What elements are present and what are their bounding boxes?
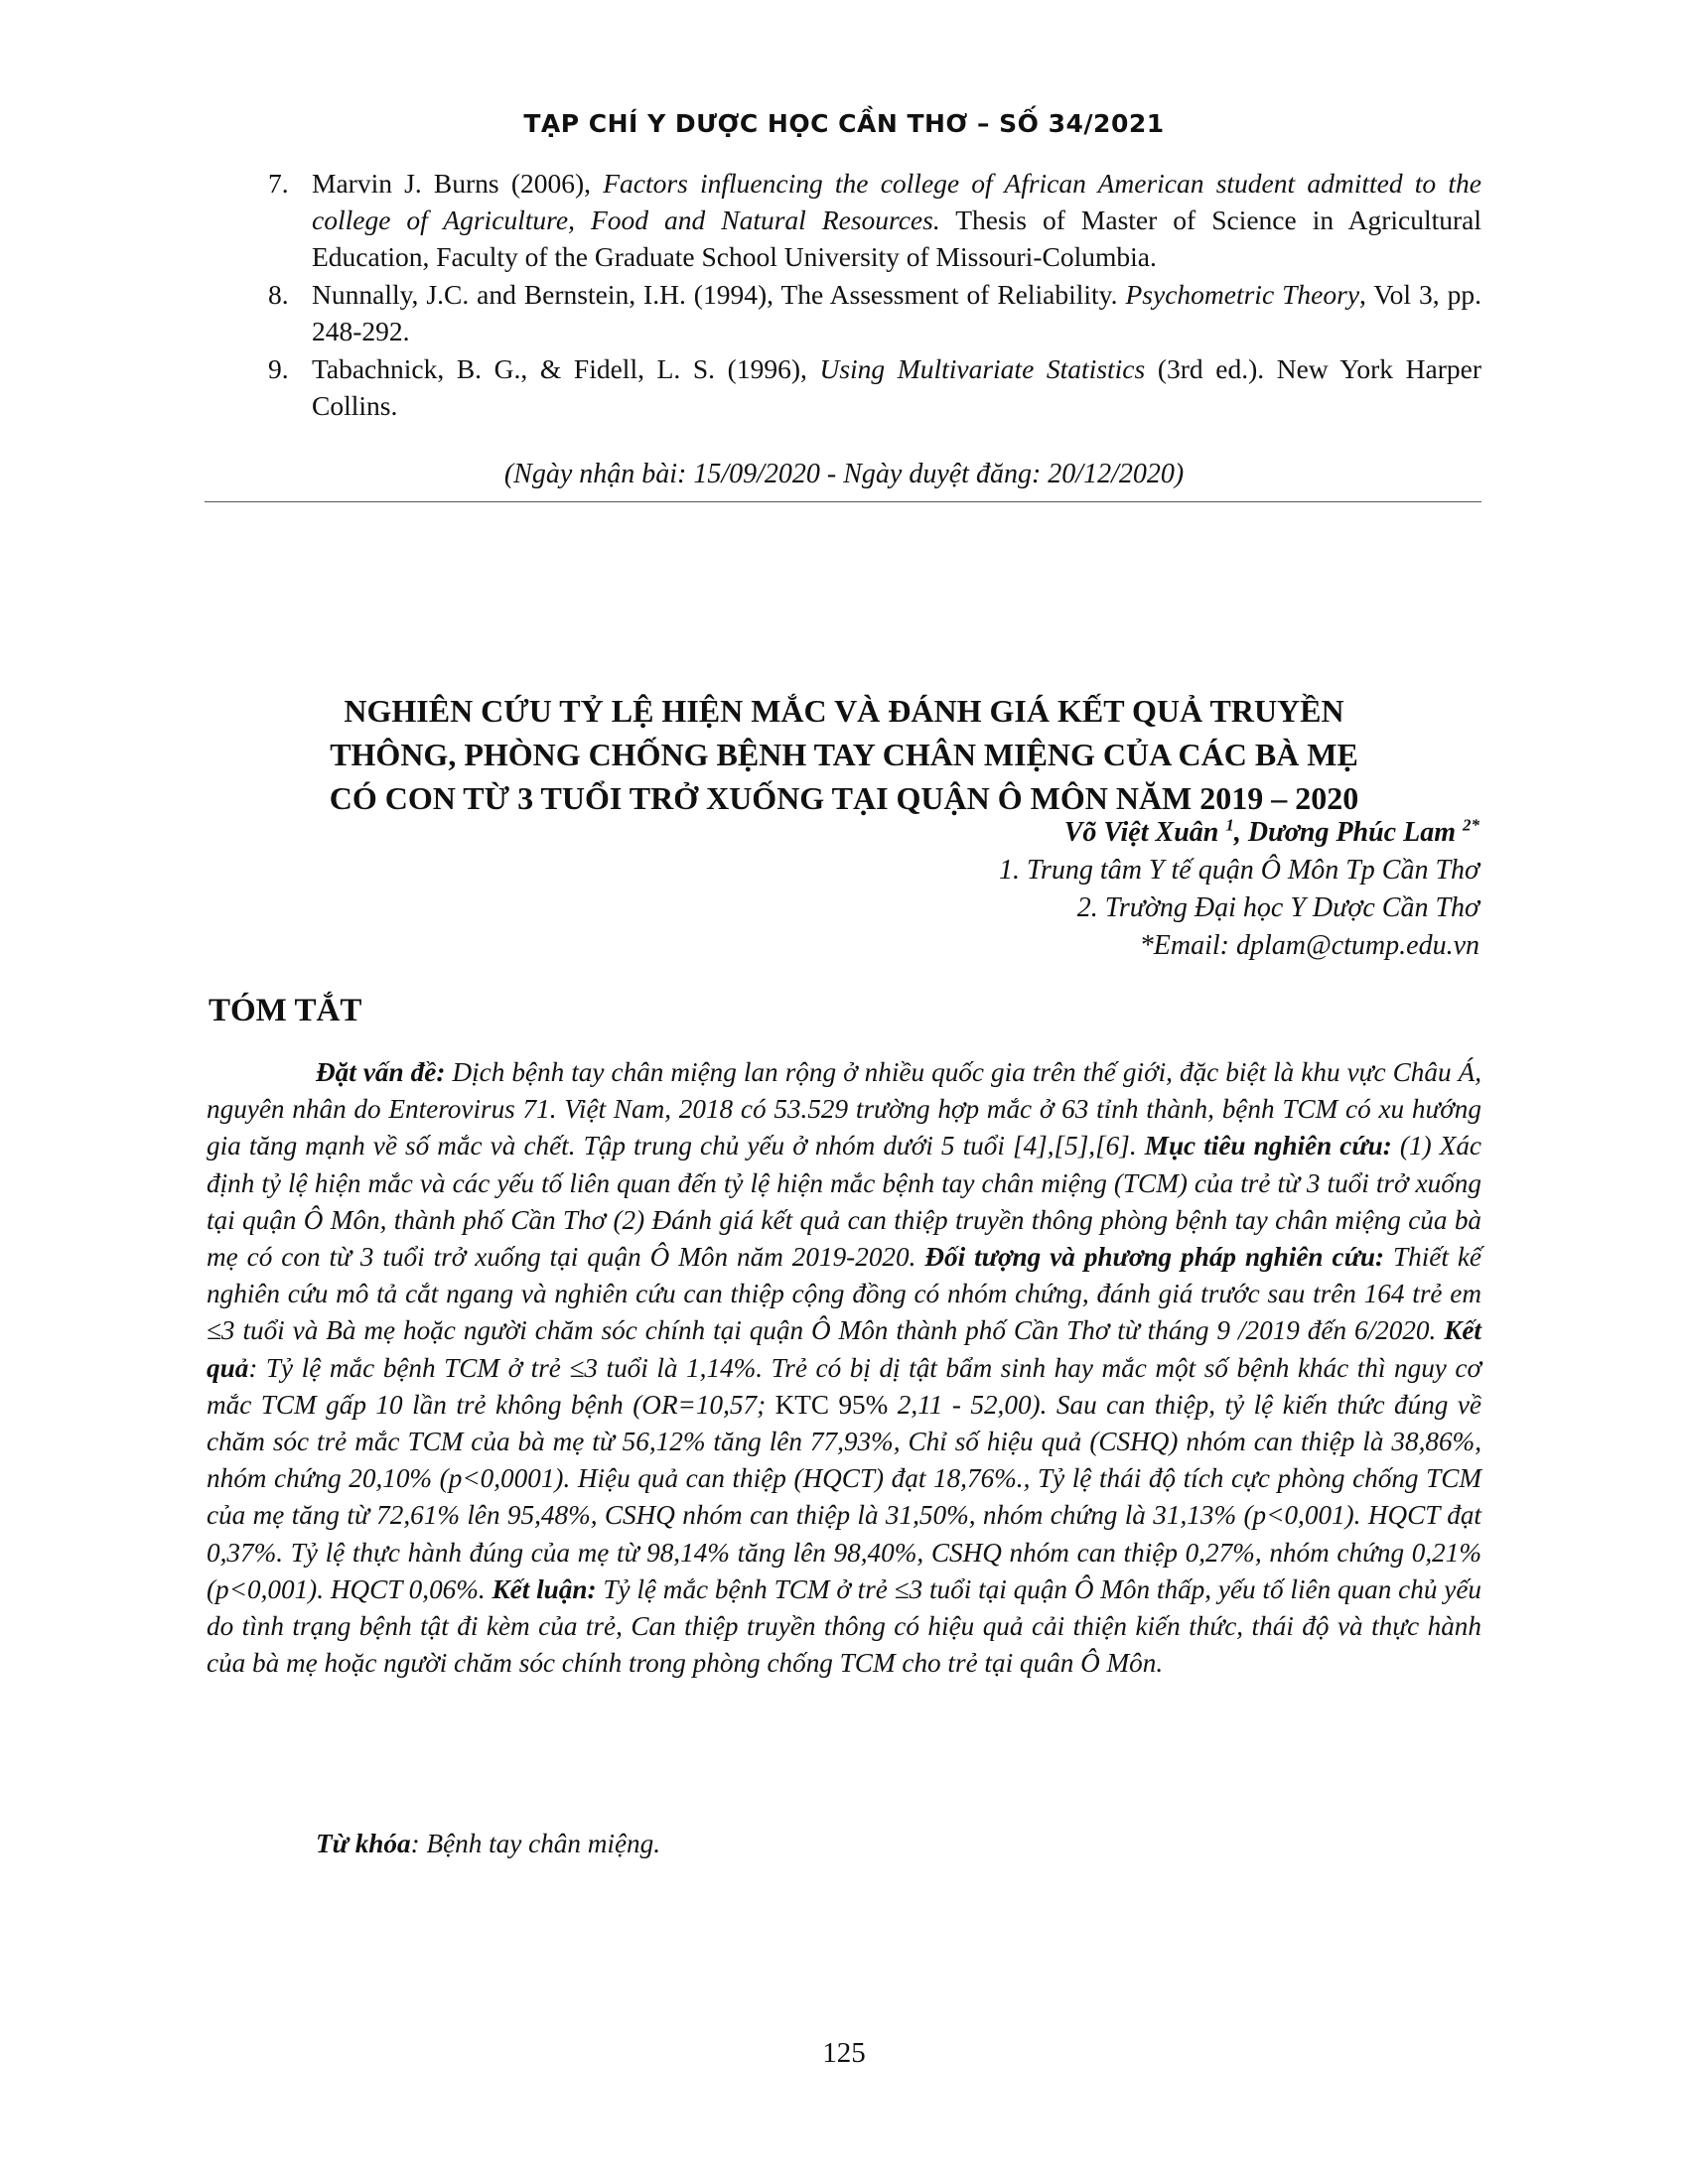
title-line: NGHIÊN CỨU TỶ LỆ HIỆN MẮC VÀ ĐÁNH GIÁ KẾT QUẢ TRUYỀN bbox=[344, 693, 1344, 729]
abstract-label-background: Đặt vấn đề: bbox=[316, 1057, 446, 1087]
affiliation: 1. Trung tâm Y tế quận Ô Môn Tp Cần Thơ bbox=[998, 855, 1479, 886]
reference-author: Nunnally, J.C. and Bernstein, I.H. (1994), The Assessment of Reliability. bbox=[312, 279, 1126, 310]
abstract-paragraph bbox=[207, 1054, 1481, 1682]
affiliation: 2. Trường Đại học Y Dược Cần Thơ bbox=[1076, 892, 1479, 923]
abstract-text: Tỷ lệ mắc bệnh TCM ở trẻ ≤3 tuổi tại quận Ô Môn thấp, yếu tố liên quan chủ yếu do tình trạng bệnh tật đi kèm của trẻ, Can thiệp truyền thông có hiệu quả cải thiện kiến thức, thái độ và thực hành của bà mẹ hoặc người chăm sóc chính trong phòng chống TCM cho trẻ tại quân Ô Môn. bbox=[207, 1573, 1481, 1679]
abstract-body bbox=[207, 1054, 1481, 1682]
reference-title: Using Multivariate Statistics bbox=[819, 353, 1146, 384]
reference-title: Psychometric Theory bbox=[1125, 279, 1360, 310]
reference-details: , Vol 3, pp. 248-292. bbox=[312, 279, 1482, 346]
abstract-text: Dịch bệnh tay chân miệng lan rộng ở nhiều quốc gia trên thế giới, đặc biệt là khu vực Châu Á, nguyên nhân do Enterovirus 71. Việt Nam, 2018 có 53.529 trường hợp mắc ở 63 tỉnh thành, bệnh TCM có xu hướng gia tăng mạnh về số mắc và chết. Tập trung chủ yếu ở nhóm dưới 5 tuổi [4],[5],[6]. bbox=[207, 1057, 1482, 1161]
author-name: Võ Việt Xuân bbox=[1063, 817, 1226, 848]
title-line: CÓ CON TỪ 3 TUỔI TRỞ XUỐNG TẠI QUẬN Ô MÔN NĂM 2019 – 2020 bbox=[329, 780, 1359, 816]
abstract-text: (1) Xác định tỷ lệ hiện mắc và các yếu tố liên quan đến tỷ lệ hiện mắc bệnh tay chân miệng (TCM) của trẻ từ 3 tuổi trở xuống tại quận Ô Môn, thành phố Cần Thơ (2) Đánh giá kết quả can thiệp truyền thông phòng bệnh tay chân miệng của bà mẹ có con từ 3 tuổi trở xuống tại quận Ô Môn năm 2019-2020. bbox=[207, 1131, 1481, 1273]
references-list bbox=[268, 165, 1481, 425]
received-dates: (Ngày nhận bài: 15/09/2020 - Ngày duyệt đăng: 20/12/2020) bbox=[503, 459, 1185, 489]
section-divider bbox=[205, 501, 1481, 502]
reference-item bbox=[268, 276, 1481, 349]
abstract-heading: TÓM TẮT bbox=[209, 993, 362, 1028]
page-number: 125 bbox=[822, 2037, 866, 2069]
abstract-text: 2,11 - 52,00). Sau can thiệp, tỷ lệ kiến thức đúng về chăm sóc trẻ mắc TCM của bà mẹ từ 56,12% tăng lên 77,93%, Chỉ số hiệu quả (CSHQ) nhóm can thiệp là 38,86%, nhóm chứng 20,10% (p<0,0001). Hiệu quả can thiệp (HQCT) đạt 18,76%., Tỷ lệ thái độ tích cực phòng chống TCM của mẹ tăng từ 72,61% lên 95,48%, CSHQ nhóm can thiệp là 31,50%, nhóm chứng là 31,13% (p<0,001). HQCT đạt 0,37%. Tỷ lệ thực hành đúng của mẹ từ 98,14% tăng lên 98,40%, CSHQ nhóm can thiệp 0,27%, nhóm chứng 0,21% (p<0,001). HQCT 0,06%. bbox=[207, 1389, 1482, 1604]
reference-author: Tabachnick, B. G., & Fidell, L. S. (1996), bbox=[312, 353, 820, 384]
author-email: *Email: dplam@ctump.edu.vn bbox=[1139, 930, 1479, 961]
keywords-text: : Bệnh tay chân miệng. bbox=[410, 1829, 661, 1858]
abstract-label-conclusion: Kết luận: bbox=[492, 1573, 597, 1604]
reference-number: 8. bbox=[268, 279, 289, 310]
abstract-text: : Tỷ lệ mắc bệnh TCM ở trẻ ≤3 tuổi là 1,14%. Trẻ có bị dị tật bẩm sinh hay mắc một số bệnh khác thì nguy cơ mắc TCM gấp 10 lần trẻ không bệnh (OR=10,57; bbox=[207, 1352, 1481, 1420]
reference-details: Thesis of Master of Science in Agricultural Education, Faculty of the Graduate School University of Missouri-Columbia. bbox=[312, 205, 1481, 272]
author-affiliation-mark: 2* bbox=[1463, 815, 1479, 835]
abstract-label-results: Kết quả bbox=[207, 1315, 1481, 1383]
author-separator: , bbox=[1233, 817, 1248, 848]
abstract-text-upright: KTC 95% bbox=[774, 1389, 889, 1420]
keywords-label: Từ khóa bbox=[316, 1829, 411, 1858]
reference-number: 7. bbox=[268, 168, 289, 199]
reference-item bbox=[268, 165, 1481, 275]
reference-number: 9. bbox=[268, 353, 289, 384]
author-affiliation-mark: 1 bbox=[1225, 815, 1234, 835]
reference-author: Marvin J. Burns (2006), bbox=[312, 168, 604, 199]
title-line: THÔNG, PHÒNG CHỐNG BỆNH TAY CHÂN MIỆNG CỦA CÁC BÀ MẸ bbox=[330, 737, 1358, 772]
reference-details: (3rd ed.). New York Harper Collins. bbox=[312, 353, 1482, 421]
author-block bbox=[999, 814, 1479, 965]
article-title bbox=[218, 689, 1470, 820]
keywords bbox=[316, 1829, 660, 1859]
journal-header: TẠP CHÍ Y DƯỢC HỌC CẦN THƠ – SỐ 34/2021 bbox=[523, 109, 1165, 138]
author-names bbox=[999, 814, 1479, 852]
reference-title: Factors influencing the college of African American student admitted to the college of Agriculture, Food and Natural Resources. bbox=[312, 168, 1481, 235]
reference-item bbox=[268, 350, 1481, 424]
author-name: Dương Phúc Lam bbox=[1247, 817, 1463, 848]
abstract-label-objectives: Mục tiêu nghiên cứu: bbox=[1144, 1131, 1392, 1161]
abstract-text: Thiết kế nghiên cứu mô tả cắt ngang và nghiên cứu can thiệp cộng đồng có nhóm chứng, đánh giá trước sau trên 164 trẻ em ≤3 tuổi và Bà mẹ hoặc người chăm sóc chính tại quận Ô Môn thành phố Cần Thơ từ tháng 9 /2019 đến 6/2020. bbox=[207, 1242, 1481, 1346]
abstract-label-methods: Đối tượng và phương pháp nghiên cứu: bbox=[924, 1242, 1385, 1273]
